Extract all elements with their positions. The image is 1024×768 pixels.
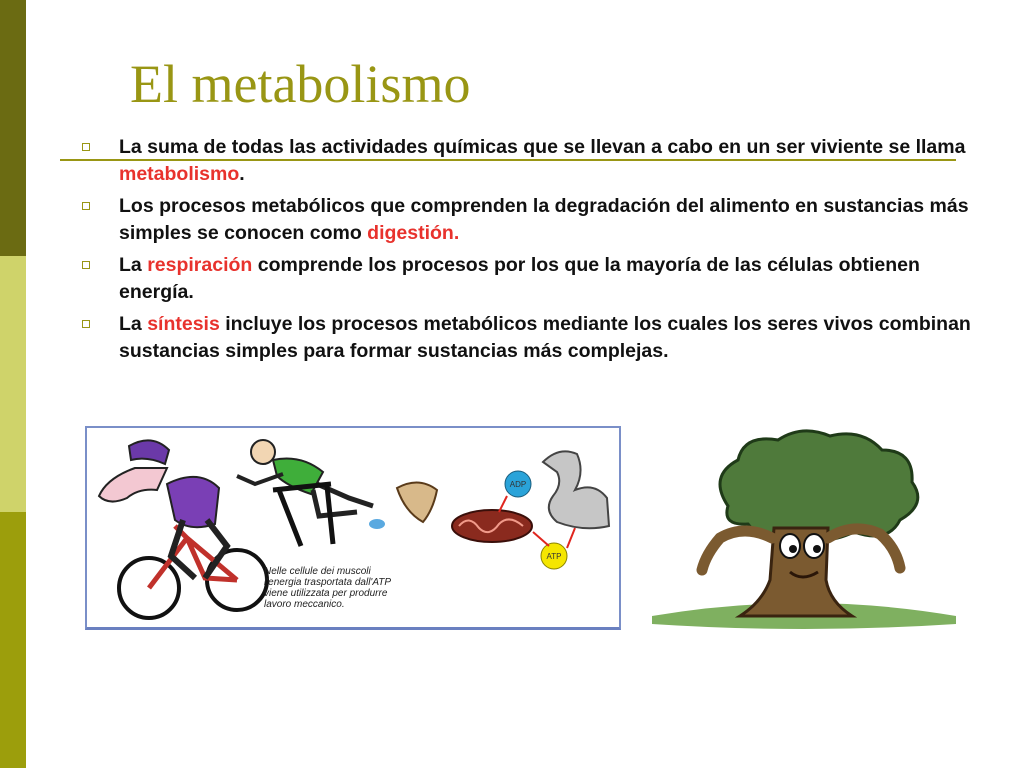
muscle-arm-icon — [543, 451, 609, 528]
slide-title: El metabolismo — [130, 54, 471, 114]
square-bullet-icon — [82, 202, 90, 210]
mitochondrion-icon — [452, 510, 532, 542]
illustration-caption: Nelle cellule dei muscoli l'energia trasportata dall'ATP viene utilizzata per produrre lavoro meccanico. — [264, 566, 392, 610]
left-accent-bar — [0, 0, 26, 768]
tree-drawing — [644, 420, 960, 634]
bullet-text-end: incluye los procesos metabólicos mediante los cuales los seres vivos combinan sustancias simples para formar sustancias más complejas. — [119, 313, 971, 362]
cyclist-figure — [99, 440, 267, 618]
bullet-text: La — [119, 313, 148, 335]
cartoon-tree-illustration — [644, 420, 960, 634]
bullet-item — [78, 252, 978, 306]
accent-segment-top — [0, 0, 26, 256]
bullet-item — [78, 134, 978, 188]
bullet-item — [78, 311, 978, 365]
accent-segment-bottom — [0, 512, 26, 768]
bullet-item — [78, 193, 978, 247]
bullet-highlight: metabolismo — [119, 163, 240, 185]
metabolism-illustration — [85, 426, 621, 630]
accent-segment-middle — [0, 256, 26, 512]
square-bullet-icon — [82, 143, 90, 151]
bullet-text-end: . — [239, 163, 245, 185]
bullet-text-end: comprende los procesos por los que la mayoría de las células obtienen energía. — [119, 254, 920, 303]
square-bullet-icon — [82, 320, 90, 328]
bullet-text: La suma de todas las actividades químicas que se llevan a cabo en un ser viviente se llama — [119, 136, 966, 158]
tree-canopy — [720, 431, 918, 540]
bullet-highlight: síntesis — [147, 313, 220, 335]
square-bullet-icon — [82, 261, 90, 269]
hurdler-figure — [237, 440, 385, 546]
atp-label: ATP — [546, 552, 562, 561]
bread-icon — [397, 482, 437, 522]
bullet-highlight: digestión. — [367, 222, 460, 244]
bullet-text: La — [119, 254, 148, 276]
bullet-text: Los procesos metabólicos que comprenden la degradación del alimento en sustancias más simples se conocen como — [119, 195, 969, 244]
bullet-highlight: respiración — [147, 254, 253, 276]
adp-label: ADP — [509, 480, 527, 489]
bullet-list — [78, 134, 978, 370]
